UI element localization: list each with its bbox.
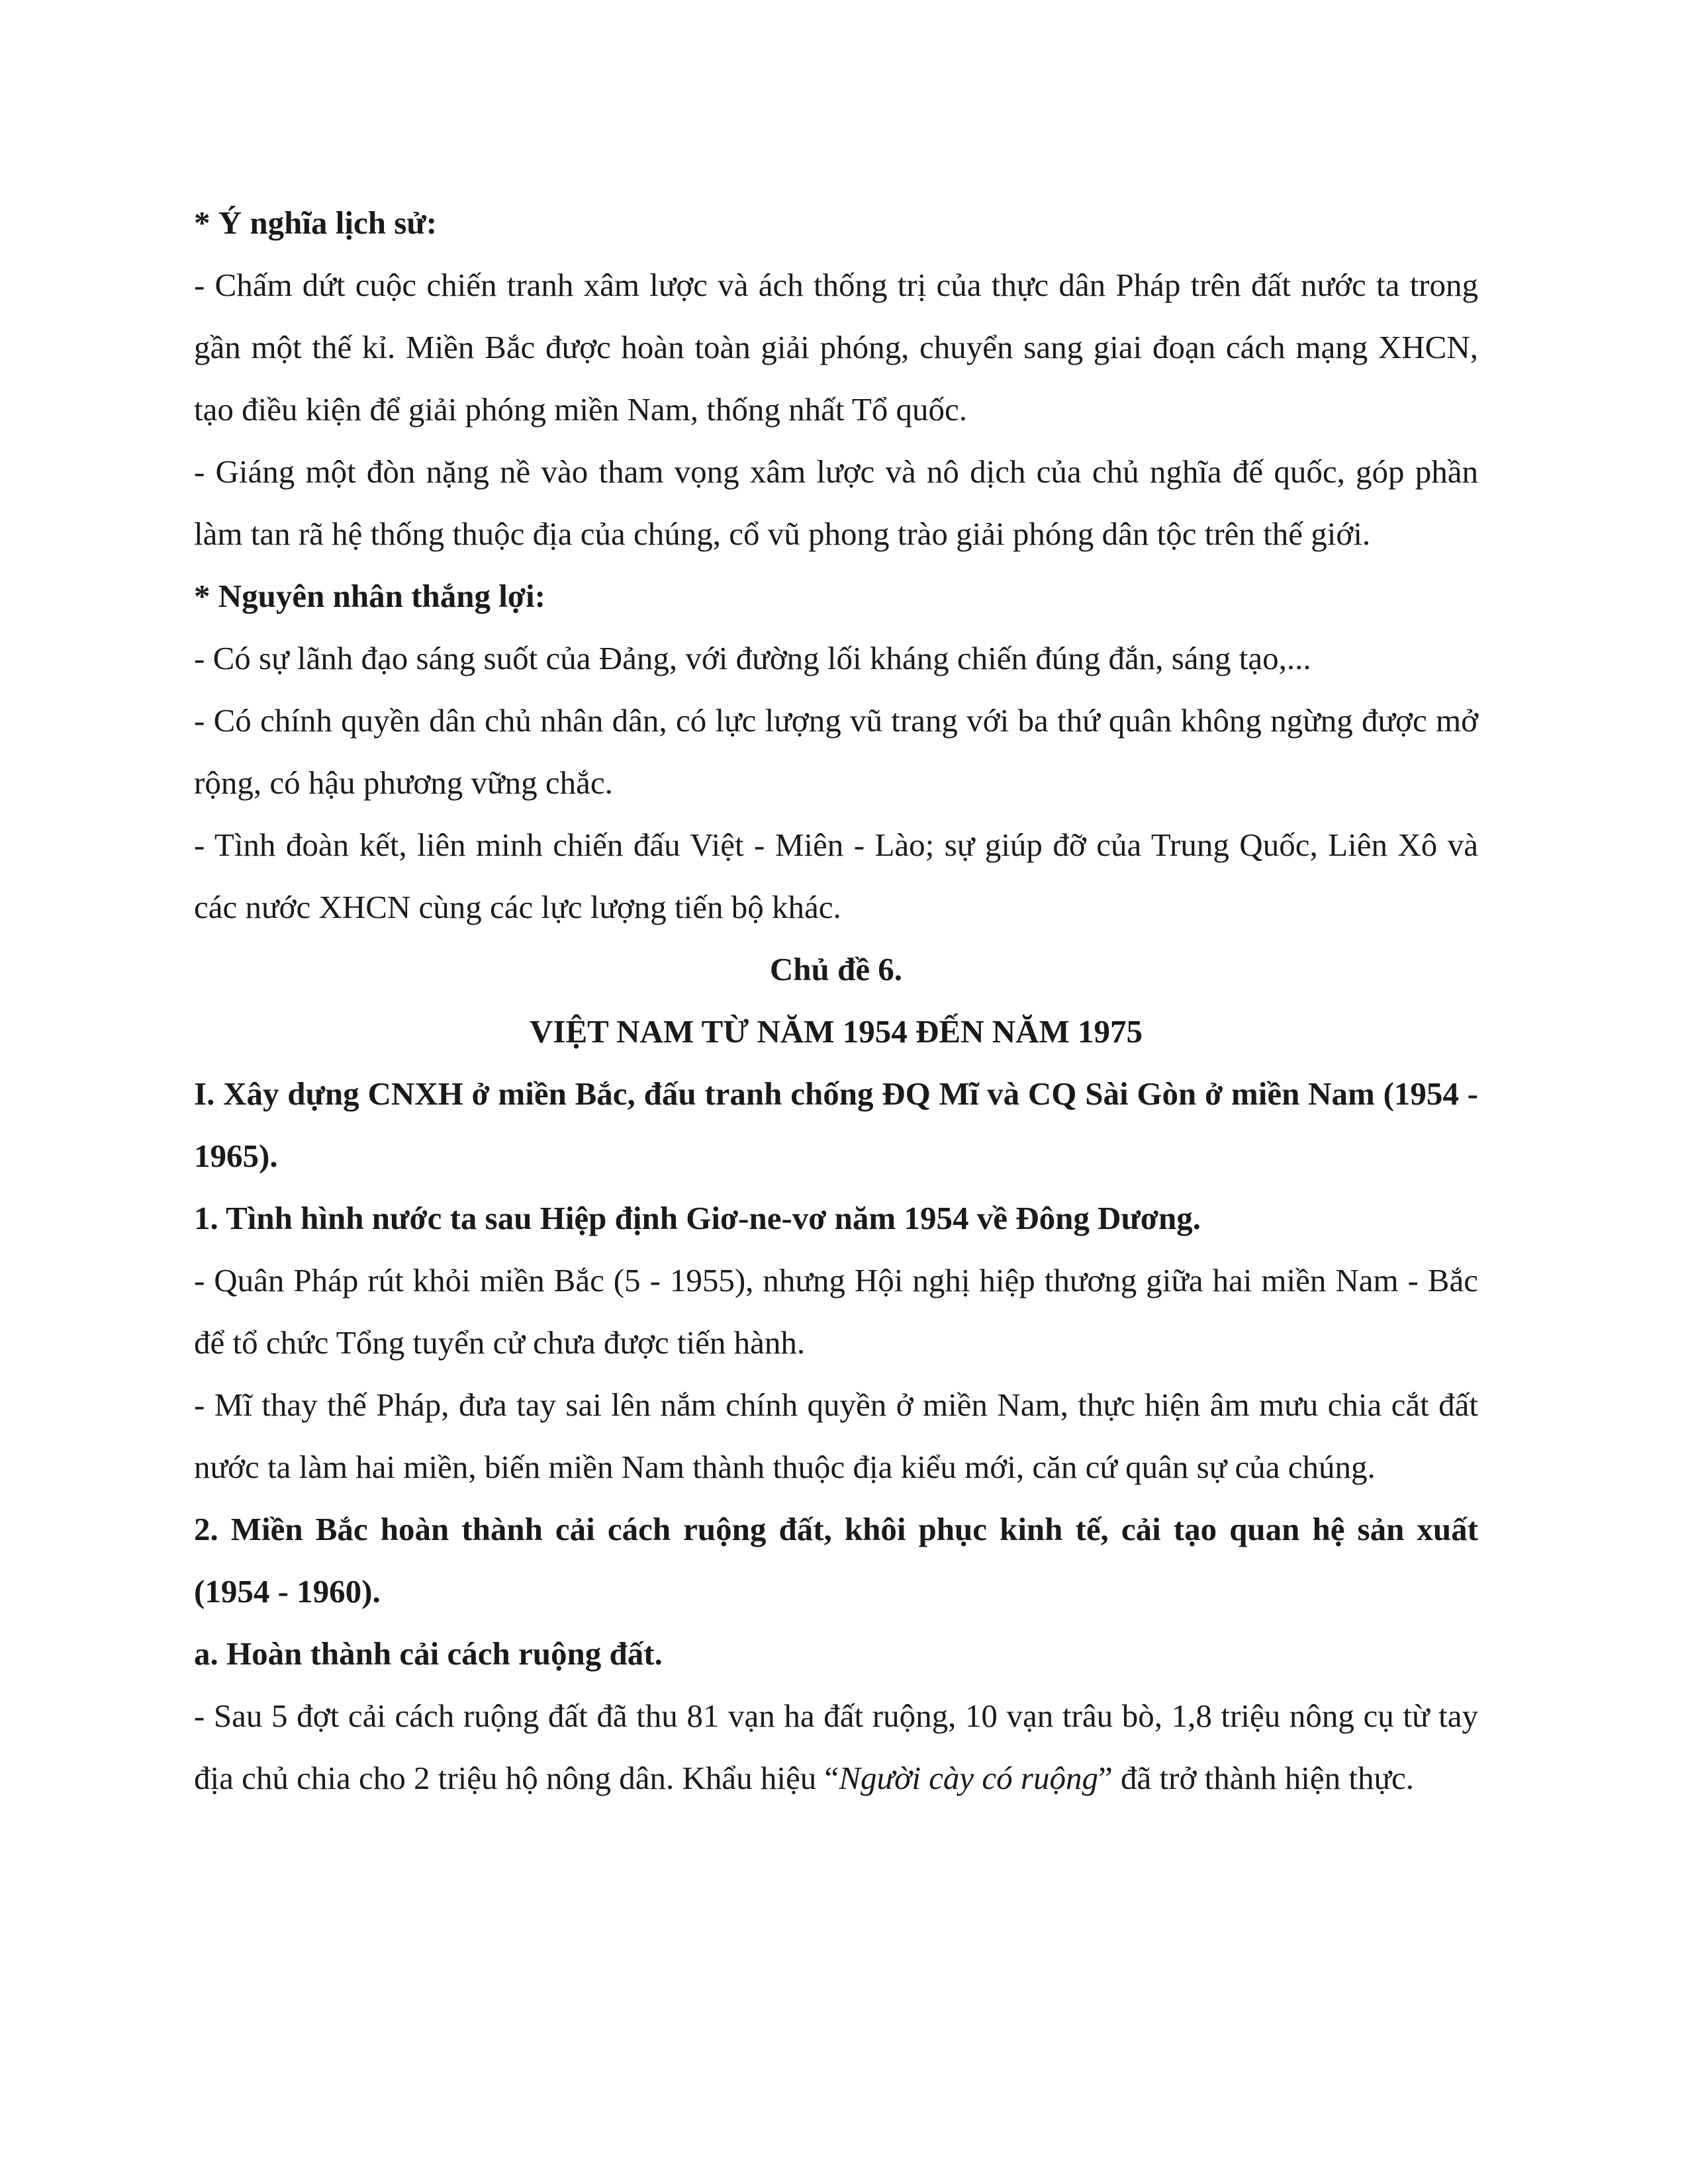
subsection-heading-2a: a. Hoàn thành cải cách ruộng đất.	[194, 1635, 663, 1672]
paragraph-significance-2: - Giáng một đòn nặng nề vào tham vọng xâm lược và nô dịch của chủ nghĩa đế quốc, góp phần làm tan rã hệ thống thuộc địa của chúng, cổ vũ phong trào giải phóng dân tộc trên thế giới.	[194, 453, 1478, 552]
paragraph-land-reform	[194, 1685, 1478, 1809]
land-reform-text-after: ” đã trở thành hiện thực.	[1098, 1760, 1414, 1796]
page-content	[194, 192, 1478, 1809]
subsection-heading-1: 1. Tình hình nước ta sau Hiệp định Giơ-ne-vơ năm 1954 về Đông Dương.	[194, 1200, 1201, 1236]
topic-title-heading: VIỆT NAM TỪ NĂM 1954 ĐẾN NĂM 1975	[530, 1013, 1143, 1050]
paragraph-situation-1: - Quân Pháp rút khỏi miền Bắc (5 - 1955), nhưng Hội nghị hiệp thương giữa hai miền Nam - Bắc để tổ chức Tổng tuyển cử chưa được tiến hành.	[194, 1262, 1478, 1361]
paragraph-cause-1: - Có sự lãnh đạo sáng suốt của Đảng, với đường lối kháng chiến đúng đắn, sáng tạo,...	[194, 640, 1311, 676]
paragraph-situation-2: - Mĩ thay thế Pháp, đưa tay sai lên nắm chính quyền ở miền Nam, thực hiện âm mưu chia cắt đất nước ta làm hai miền, biến miền Nam thành thuộc địa kiểu mới, căn cứ quân sự của chúng.	[194, 1387, 1478, 1485]
paragraph-significance-1: - Chấm dứt cuộc chiến tranh xâm lược và ách thống trị của thực dân Pháp trên đất nước ta trong gần một thế kỉ. Miền Bắc được hoàn toàn giải phóng, chuyển sang giai đoạn cách mạng XHCN, tạo điều kiện để giải phóng miền Nam, thống nhất Tổ quốc.	[194, 267, 1478, 428]
paragraph-cause-3: - Tình đoàn kết, liên minh chiến đấu Việt - Miên - Lào; sự giúp đỡ của Trung Quốc, Liên Xô và các nước XHCN cùng các lực lượng tiến bộ khác.	[194, 827, 1478, 925]
heading-historical-significance: * Ý nghĩa lịch sử:	[194, 205, 438, 241]
slogan-italic: Người cày có ruộng	[839, 1760, 1099, 1796]
section-heading-1: I. Xây dựng CNXH ở miền Bắc, đấu tranh chống ĐQ Mĩ và CQ Sài Gòn ở miền Nam (1954 - 1965).	[194, 1075, 1478, 1174]
land-reform-text-before: - Sau 5 đợt cải cách ruộng đất đã thu 81 vạn ha đất ruộng, 10 vạn trâu bò, 1,8 triệu nông cụ từ tay địa chủ chia cho 2 triệu hộ nông dân. Khẩu hiệu “	[194, 1698, 1478, 1796]
heading-causes-of-victory: * Nguyên nhân thắng lợi:	[194, 578, 545, 614]
subsection-heading-2: 2. Miền Bắc hoàn thành cải cách ruộng đất, khôi phục kinh tế, cải tạo quan hệ sản xuất (1954 - 1960).	[194, 1511, 1478, 1610]
paragraph-cause-2: - Có chính quyền dân chủ nhân dân, có lực lượng vũ trang với ba thứ quân không ngừng được mở rộng, có hậu phương vững chắc.	[194, 702, 1478, 801]
topic-number-heading: Chủ đề 6.	[769, 951, 903, 987]
